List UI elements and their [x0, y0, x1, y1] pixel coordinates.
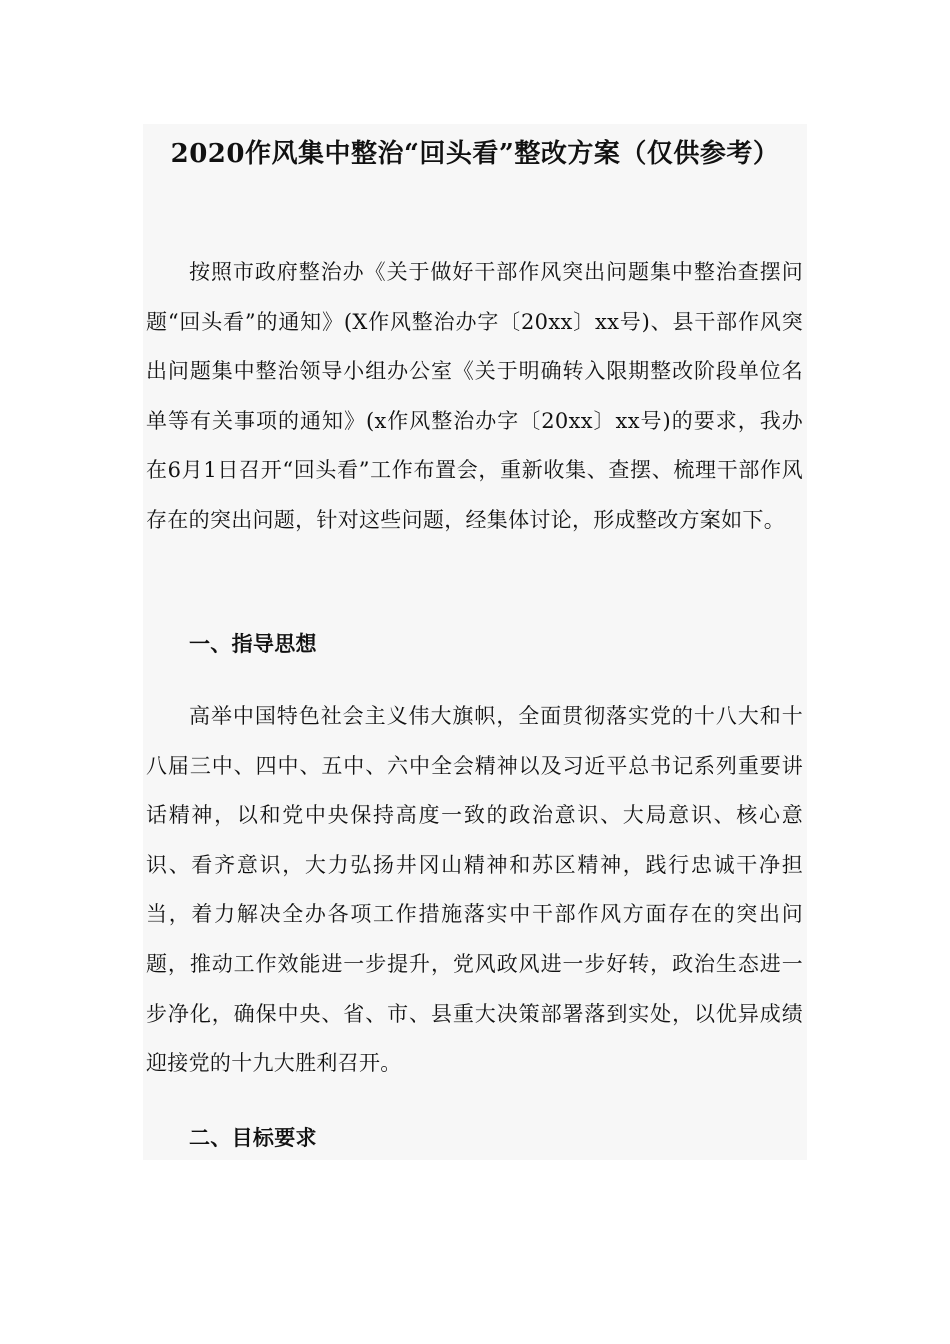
section-heading-goals: 二、目标要求 — [189, 1125, 317, 1150]
section-heading-guiding-ideology: 一、指导思想 — [189, 631, 317, 656]
section-body-guiding-ideology: 高举中国特色社会主义伟大旗帜，全面贯彻落实党的十八大和十八届三中、四中、五中、六中全会精神以及习近平总书记系列重要讲话精神，以和党中央保持高度一致的政治意识、大局意识、核心意识、看齐意识，大力弘扬井冈山精神和苏区精神，践行忠诚干净担当，着力解决全办各项工作措施落实中干部作风方面存在的突出问题，推动工作效能进一步提升，党风政风进一步好转，政治生态进一步净化，确保中央、省、市、县重大决策部署落到实处，以优异成绩迎接党的十九大胜利召开。 — [146, 704, 803, 1076]
document-title: 2020作风集中整治“回头看”整改方案（仅供参考） — [170, 139, 780, 169]
intro-paragraph: 按照市政府整治办《关于做好干部作风突出问题集中整治查摆问题“回头看”的通知》(X作风整治办字〔20xx〕xx号)、县干部作风突出问题集中整治领导小组办公室《关于明确转入限期整改阶段单位名单等有关事项的通知》(x作风整治办字〔20xx〕xx号)的要求，我办在6月1日召开“回头看”工作布置会，重新收集、查摆、梳理干部作风存在的突出问题，针对这些问题，经集体讨论，形成整改方案如下。 — [146, 260, 803, 532]
